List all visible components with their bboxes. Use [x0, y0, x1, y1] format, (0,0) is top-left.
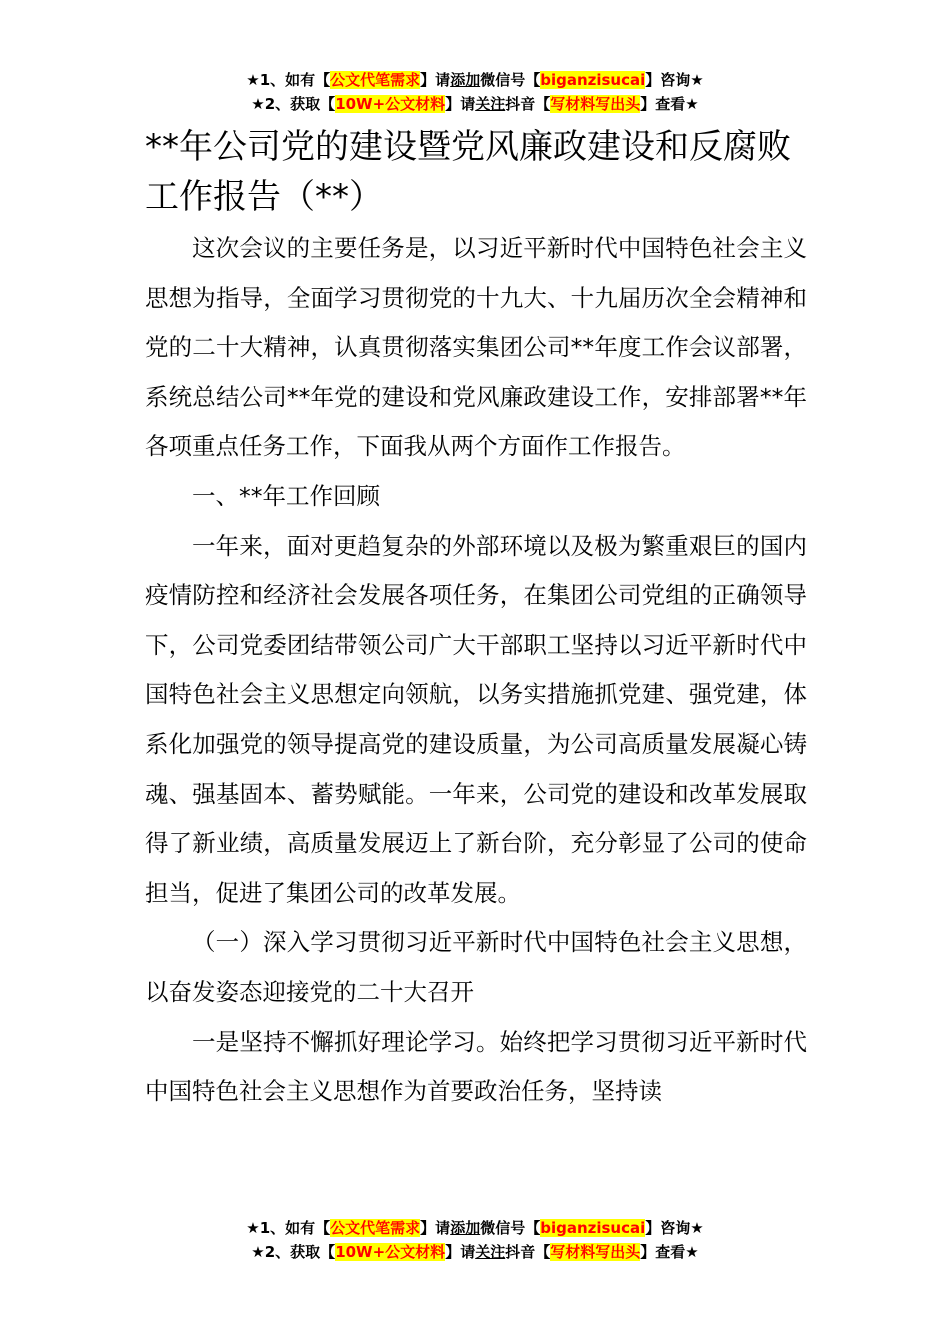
- promo-line-1-suffix: 】咨询★: [645, 1219, 704, 1237]
- promo-highlight-wechat-id: biganzisucai: [540, 71, 646, 89]
- promo-highlight-materials: 10W+公文材料: [335, 1243, 446, 1261]
- promo-underline-follow: 关注: [475, 1243, 506, 1261]
- promo-line-1-mid2: 微信号【: [480, 1219, 541, 1237]
- promo-banner-bottom: [0, 1216, 950, 1264]
- promo-line-2-mid2: 抖音【: [505, 95, 551, 113]
- promo-line-2: [0, 1240, 950, 1264]
- promo-banner-top: [0, 68, 950, 116]
- promo-line-2-mid2: 抖音【: [505, 1243, 551, 1261]
- document-body: [145, 224, 807, 1117]
- promo-underline-add: 添加: [450, 1219, 481, 1237]
- promo-underline-follow: 关注: [475, 95, 506, 113]
- paragraph-review: 一年来，面对更趋复杂的外部环境以及极为繁重艰巨的国内疫情防控和经济社会发展各项任务，在集团公司党组的正确领导下，公司党委团结带领公司广大干部职工坚持以习近平新时代中国特色社会主义思想定向领航，以务实措施抓党建、强党建，体系化加强党的领导提高党的建设质量，为公司高质量发展凝心铸魂、强基固本、蓄势赋能。一年来，公司党的建设和改革发展取得了新业绩，高质量发展迈上了新台阶，充分彰显了公司的使命担当，促进了集团公司的改革发展。: [145, 531, 807, 907]
- promo-line-2-suffix: 】查看★: [640, 1243, 699, 1261]
- promo-line-1-mid2: 微信号【: [480, 71, 541, 89]
- promo-line-2-mid: 】请: [445, 95, 476, 113]
- promo-line-1-mid: 】请: [420, 1219, 451, 1237]
- promo-line-2: [0, 92, 950, 116]
- promo-highlight-douyin: 写材料写出头: [550, 95, 641, 113]
- promo-line-2-prefix: ★2、获取【: [251, 95, 336, 113]
- subsection-heading-1: （一）深入学习贯彻习近平新时代中国特色社会主义思想，以奋发姿态迎接党的二十大召开: [145, 928, 807, 1006]
- document-title: **年公司党的建设暨党风廉政建设和反腐败工作报告（**）: [145, 127, 791, 217]
- promo-line-2-suffix: 】查看★: [640, 95, 699, 113]
- promo-line-1-mid: 】请: [420, 71, 451, 89]
- promo-line-1-prefix: ★1、如有【: [246, 71, 331, 89]
- promo-line-1-prefix: ★1、如有【: [246, 1219, 331, 1237]
- paragraph-theory-study: 一是坚持不懈抓好理论学习。始终把学习贯彻习近平新时代中国特色社会主义思想作为首要政治任务，坚持读: [145, 1027, 807, 1106]
- promo-line-1: [0, 1216, 950, 1240]
- promo-highlight-service: 公文代笔需求: [330, 71, 421, 89]
- promo-line-2-mid: 】请: [445, 1243, 476, 1261]
- promo-underline-add: 添加: [450, 71, 481, 89]
- promo-highlight-wechat-id: biganzisucai: [540, 1219, 646, 1237]
- promo-highlight-douyin: 写材料写出头: [550, 1243, 641, 1261]
- promo-line-1-suffix: 】咨询★: [645, 71, 704, 89]
- promo-highlight-materials: 10W+公文材料: [335, 95, 446, 113]
- promo-line-2-prefix: ★2、获取【: [251, 1243, 336, 1261]
- promo-highlight-service: 公文代笔需求: [330, 1219, 421, 1237]
- paragraph-intro: 这次会议的主要任务是，以习近平新时代中国特色社会主义思想为指导，全面学习贯彻党的十九大、十九届历次全会精神和党的二十大精神，认真贯彻落实集团公司**年度工作会议部署，系统总结公司**年党的建设和党风廉政建设工作，安排部署**年各项重点任务工作，下面我从两个方面作工作报告。: [145, 234, 807, 461]
- promo-line-1: [0, 68, 950, 92]
- section-heading-review: 一、**年工作回顾: [192, 481, 380, 510]
